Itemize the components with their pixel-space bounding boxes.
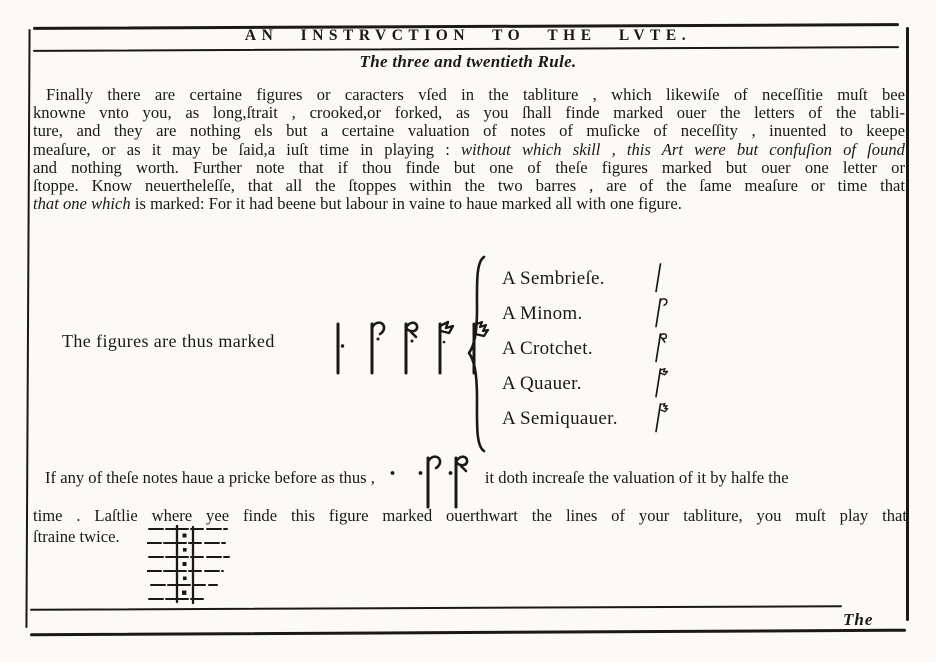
paragraph-line: and nothing worth. Further note that if thou finde but one of theſe figures marked but ouer one letter or bbox=[33, 157, 905, 177]
pricked-notes-outro: it doth increaſe the valuation of it by halfe the bbox=[484, 468, 789, 487]
pricked-notes-line bbox=[33, 452, 907, 512]
tabliture-repeat-sign-icon bbox=[147, 525, 231, 605]
right-border-rule bbox=[906, 27, 909, 621]
semiquauer-note-icon bbox=[648, 400, 675, 436]
note-name-label: A Minom. bbox=[502, 302, 583, 324]
figure-list-item bbox=[502, 366, 672, 401]
catchword: The bbox=[843, 610, 874, 629]
bottom-border-rule bbox=[30, 629, 906, 636]
note-name-list bbox=[502, 261, 672, 436]
bottom-inner-rule bbox=[30, 605, 842, 611]
quauer-note-icon bbox=[648, 365, 675, 401]
sembriefe-note-icon bbox=[648, 260, 675, 296]
left-border-rule bbox=[25, 29, 31, 628]
figure-list-item bbox=[502, 401, 672, 436]
pricked-notes-intro: If any of theſe notes haue a pricke before as thus , bbox=[45, 468, 375, 487]
note-name-label: A Quauer. bbox=[502, 372, 582, 394]
paragraph-line: Finally there are certaine figures or caracters vſed in the tabliture , which likewiſe of neceſſitie muſt bee bbox=[46, 85, 905, 104]
sembriefe-note-icon bbox=[330, 320, 356, 378]
crotchet-note-icon bbox=[648, 330, 675, 366]
figure-list-item bbox=[502, 296, 672, 331]
main-paragraph bbox=[33, 86, 905, 213]
figure-list-item bbox=[502, 331, 672, 366]
quauer-note-icon bbox=[432, 320, 458, 378]
rule-title: The three and twentieth Rule. bbox=[359, 52, 577, 71]
figures-label: The figures are thus marked bbox=[62, 331, 275, 351]
paragraph-line: time . Laſtlie where yee finde this figure marked ouerthwart the lines of your tabliture, you muſt play that bbox=[33, 506, 907, 525]
note-name-label: A Sembrieſe. bbox=[502, 267, 605, 289]
paragraph-line: knowne vnto you, as long,ſtrait , crooked,or forked, as you ſhall finde marked ouer the letters of the tabli- bbox=[33, 103, 905, 123]
minim-note-icon bbox=[648, 295, 675, 331]
figure-list-item bbox=[502, 261, 672, 296]
crotchet-note-icon bbox=[398, 320, 424, 378]
curly-brace-icon bbox=[466, 254, 490, 454]
paragraph-line: ture, and they are nothing els but a certaine valuation of notes of muſicke of neceſſity , inuented to keepe bbox=[33, 121, 905, 141]
paragraph-line: meaſure, or as it may be ſaid,a iuſt time in playing : without which skill , this Art were but confuſion of ſound bbox=[33, 139, 905, 159]
paragraph-line: ſtraine twice. bbox=[33, 527, 120, 546]
note-name-label: A Crotchet. bbox=[502, 337, 593, 359]
pricked-notes-icon bbox=[387, 454, 475, 512]
paragraph-line: ſtoppe. Know neuertheleſſe, that all the ſtoppes within the two barres , are of the ſame meaſure or time that bbox=[33, 176, 905, 196]
note-name-label: A Semiquauer. bbox=[502, 407, 618, 429]
minim-note-icon bbox=[364, 320, 390, 378]
running-head: AN INSTRVCTION TO THE LVTE. bbox=[244, 27, 692, 44]
paragraph-line: that one which is marked: For it had beene but labour in vaine to haue marked all with one figure. bbox=[33, 194, 682, 214]
